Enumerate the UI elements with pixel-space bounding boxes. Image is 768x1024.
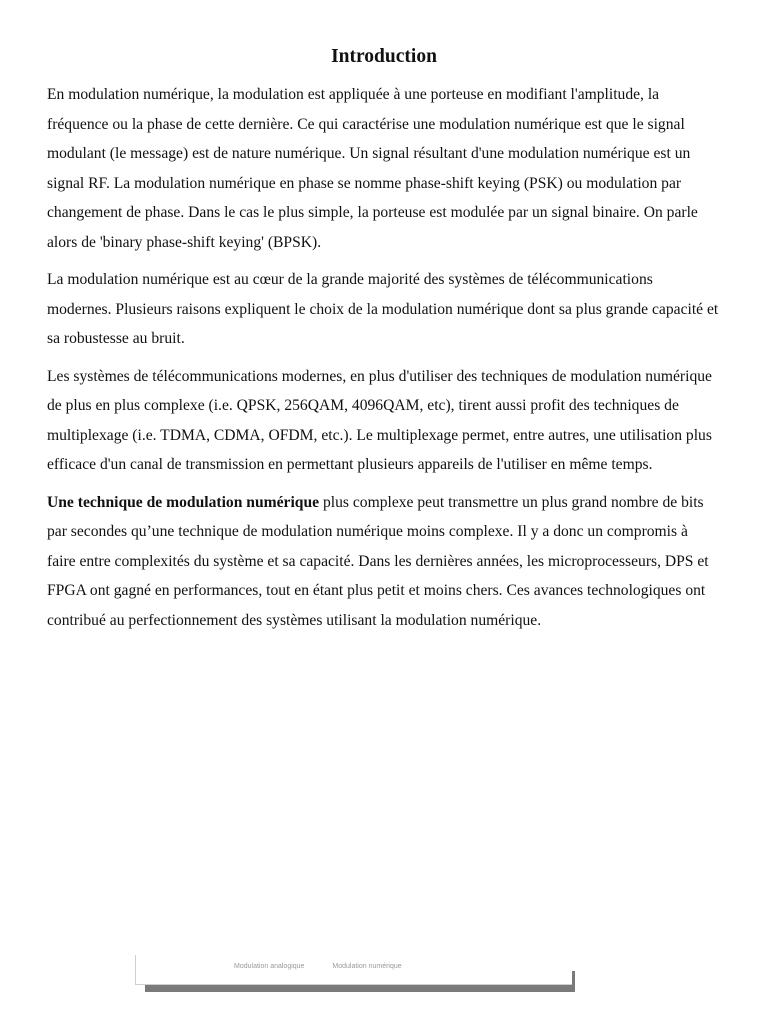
page-title: Introduction	[331, 46, 437, 67]
document-body	[47, 80, 719, 635]
paragraph-3: Les systèmes de télécommunications modernes, en plus d'utiliser des techniques de modulation numérique de plus en plus complexe (i.e. QPSK, 256QAM, 4096QAM, etc), tirent aussi profit des techniques de multiplexage (i.e. TDMA, CDMA, OFDM, etc.). Le multiplexage permet, entre autres, une utilisation plus efficace d'un canal de transmission en permettant plusieurs appareils de l'utiliser en même temps.	[47, 367, 712, 473]
figure-legend	[234, 963, 428, 970]
embedded-figure	[135, 955, 575, 987]
paragraph-2: La modulation numérique est au cœur de la grande majorité des systèmes de télécommunications modernes. Plusieurs raisons expliquent le choix de la modulation numérique dont sa plus grande capacité et sa robustesse au bruit.	[47, 271, 719, 347]
paragraph-1: En modulation numérique, la modulation est appliquée à une porteuse en modifiant l'amplitude, la fréquence ou la phase de cette dernière. Ce qui caractérise une modulation numérique est que le signal modulant (le message) est de nature numérique. Un signal résultant d'une modulation numérique est un signal RF. La modulation numérique en phase se nomme phase-shift keying (PSK) ou modulation par changement de phase. Dans le cas le plus simple, la porteuse est modulée par un signal binaire. On parle alors de 'binary phase-shift keying' (BPSK).	[47, 86, 698, 251]
paragraph-4	[47, 488, 719, 636]
paragraph-4-bold-lead: Une technique de modulation numérique	[47, 493, 320, 511]
figure-legend-item: Modulation numérique	[332, 963, 402, 970]
figure-frame	[135, 955, 572, 985]
figure-shadow-bottom	[145, 984, 575, 992]
paragraph-4-text: plus complexe peut transmettre un plus grand nombre de bits par secondes qu’une technique de modulation numérique moins complexe. Il y a donc un compromis à faire entre complexités du système et sa capacité. Dans les dernières années, les microprocesseurs, DPS et FPGA ont gagné en performances, tout en étant plus petit et moins chers. Ces avances technologiques ont contribué au perfectionnement des systèmes utilisant la modulation numérique.	[47, 493, 709, 629]
figure-legend-item: Modulation analogique	[234, 963, 305, 970]
